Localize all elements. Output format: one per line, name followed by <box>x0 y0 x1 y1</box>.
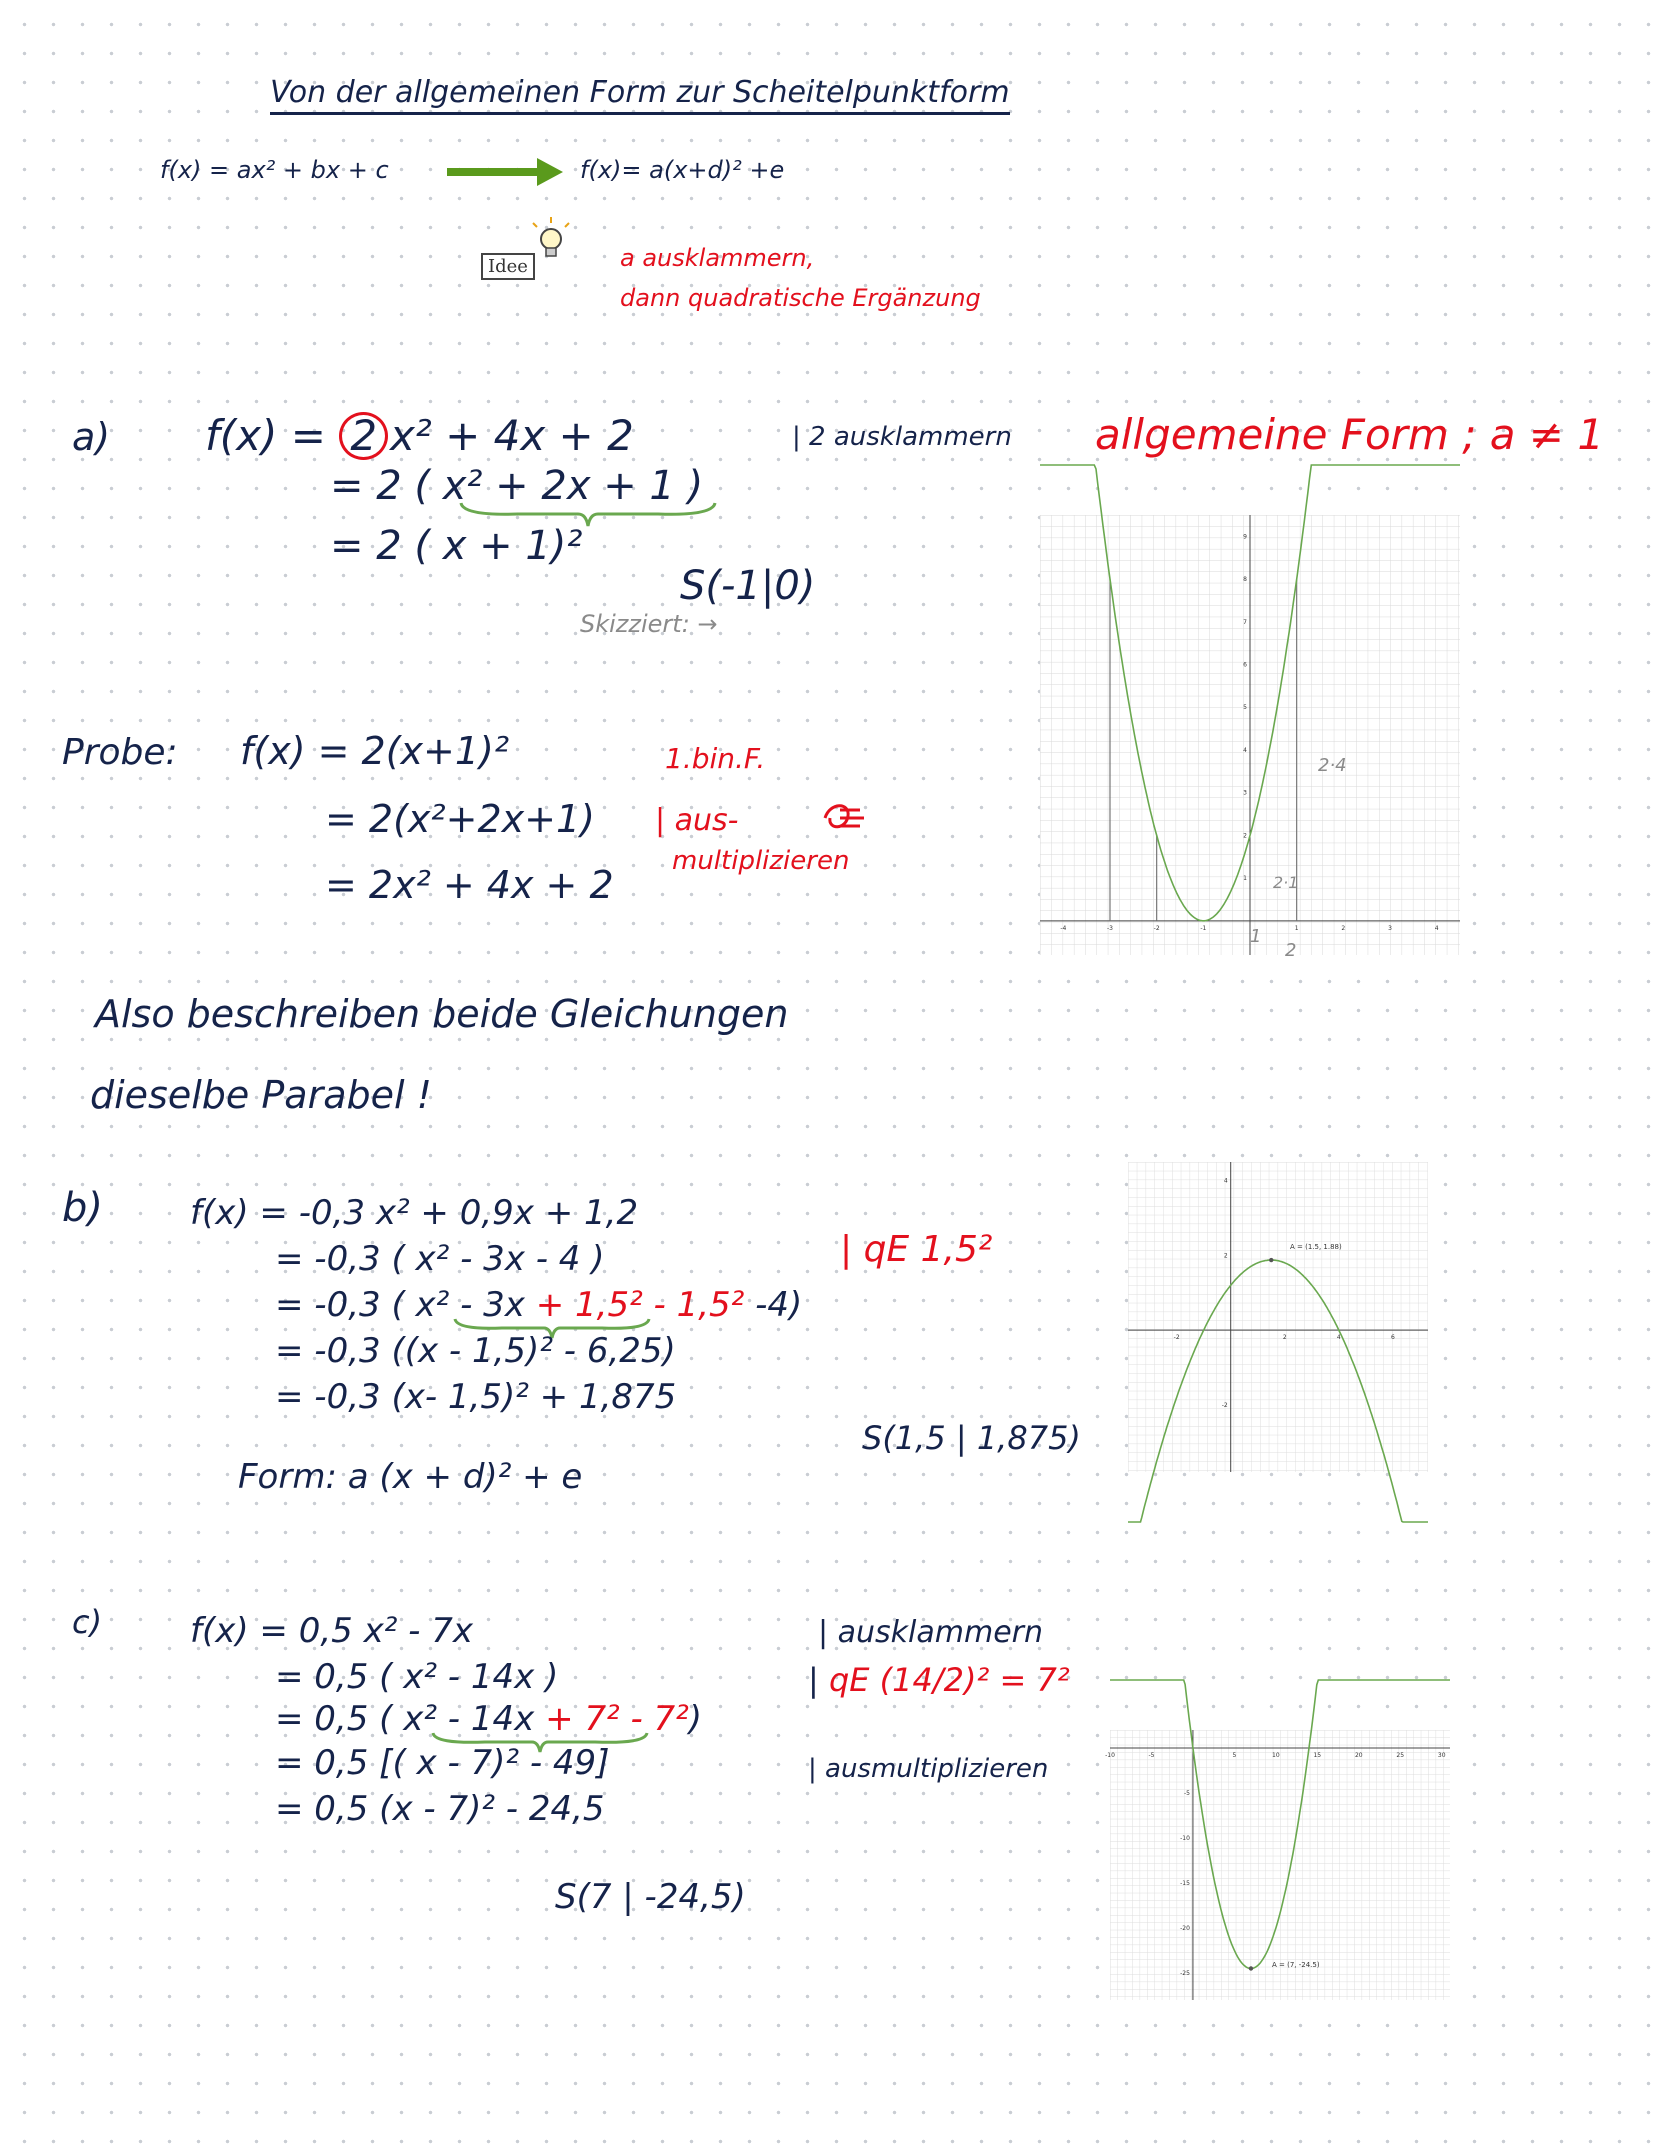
probe-red-2: | aus- <box>655 803 739 838</box>
graph-a-x-tick-label: -4 <box>1060 924 1067 932</box>
graph-c-x-tick-label: 30 <box>1437 1752 1446 1759</box>
idea-label: Idee <box>481 253 535 280</box>
graph-a-x-tick-label: 2 <box>1341 924 1346 932</box>
part-a-line-3: = 2 ( x + 1)² <box>330 523 583 569</box>
probe-red-3: multiplizieren <box>672 846 850 876</box>
part-b-line-3: = -0,3 ( x² - 3x + 1,5² - 1,5² -4) <box>275 1285 803 1325</box>
circled-coefficient: 2 <box>339 412 388 460</box>
part-c-line-5: = 0,5 (x - 7)² - 24,5 <box>275 1789 605 1829</box>
general-form: f(x) = ax² + bx + c <box>160 156 389 184</box>
part-b-line-2: = -0,3 ( x² - 3x - 4 ) <box>275 1239 605 1279</box>
graph-b-point-label: A = (1.5, 1.88) <box>1290 1243 1342 1251</box>
part-a-vertex: S(-1|0) <box>680 563 816 609</box>
graph-c-y-tick-label: -5 <box>1183 1790 1190 1797</box>
part-c-note-2: | qE (14/2)² = 7² <box>808 1661 1070 1699</box>
graph-a-x-tick-label: -2 <box>1153 924 1160 932</box>
graph-a-y-tick-label: 2 <box>1243 832 1247 840</box>
graph-b-vertex-point <box>1269 1258 1273 1262</box>
part-b-line-4: = -0,3 ((x - 1,5)² - 6,25) <box>275 1331 676 1371</box>
graph-b-y-tick-label: 4 <box>1223 1177 1228 1185</box>
part-b-line-5: = -0,3 (x- 1,5)² + 1,875 <box>275 1377 677 1417</box>
part-a-line-2: = 2 ( x² + 2x + 1 ) <box>330 463 704 509</box>
part-b-line-1: f(x) = -0,3 x² + 0,9x + 1,2 <box>190 1193 639 1233</box>
graph-b-y-tick-label: 2 <box>1223 1252 1228 1260</box>
part-a-line-1: f(x) = 2 x² + 4x + 2 <box>205 411 634 460</box>
graph-c-x-tick-label: -10 <box>1105 1752 1115 1759</box>
part-a-red-note: allgemeine Form ; a ≠ 1 <box>1095 410 1605 459</box>
graph-a <box>1040 515 1460 955</box>
part-b-label: b) <box>62 1185 103 1231</box>
graph-b-x-tick-label: -2 <box>1173 1334 1180 1342</box>
graph-c-x-tick-label: 10 <box>1272 1752 1280 1759</box>
part-c-note-1: | ausklammern <box>818 1615 1044 1650</box>
idea-bulb-icon <box>481 241 567 285</box>
graph-c-y-tick-label: -15 <box>1180 1880 1190 1887</box>
graph-a-annot-2: 2 <box>1285 940 1297 961</box>
graph-c-y-tick-label: -20 <box>1180 1925 1190 1932</box>
vertex-form: f(x)= a(x+d)² +e <box>580 156 785 184</box>
graph-a-x-tick-label: -1 <box>1200 924 1207 932</box>
part-c-line-2: = 0,5 ( x² - 14x ) <box>275 1657 559 1697</box>
probe-red-1: 1.bin.F. <box>665 742 766 775</box>
part-b-red-note: | qE 1,5² <box>840 1229 993 1270</box>
part-a-label: a) <box>72 415 111 459</box>
conclusion-1: Also beschreiben beide Gleichungen <box>95 992 789 1036</box>
graph-c-x-tick-label: 15 <box>1313 1752 1322 1759</box>
conclusion-2: dieselbe Parabel ! <box>90 1073 432 1117</box>
part-c-line-3: = 0,5 ( x² - 14x + 7² - 7²) <box>275 1699 703 1739</box>
part-c-line-4: = 0,5 [( x - 7)² - 49] <box>275 1743 610 1783</box>
part-c-label: c) <box>72 1603 103 1641</box>
graph-a-y-tick-label: 8 <box>1243 576 1247 584</box>
part-b-vertex: S(1,5 | 1,875) <box>862 1419 1081 1457</box>
scribble-icon <box>820 800 870 836</box>
graph-b-x-tick-label: 4 <box>1336 1334 1341 1342</box>
probe-line-3: = 2x² + 4x + 2 <box>325 863 614 907</box>
part-a-sketch-note: Skizziert: → <box>580 610 718 638</box>
part-c-line-1: f(x) = 0,5 x² - 7x <box>190 1611 473 1651</box>
graph-a-x-tick-label: 3 <box>1388 924 1392 932</box>
graph-b-x-tick-label: 6 <box>1390 1334 1395 1342</box>
graph-a-x-tick-label: 4 <box>1434 924 1439 932</box>
graph-c-y-tick-label: -25 <box>1180 1970 1190 1977</box>
graph-c-x-tick-label: 20 <box>1354 1752 1363 1759</box>
graph-a-annot-1: 1 <box>1250 926 1262 947</box>
graph-a-y-tick-label: 7 <box>1243 618 1247 626</box>
part-b-form: Form: a (x + d)² + e <box>238 1457 583 1497</box>
probe-line-1: f(x) = 2(x+1)² <box>240 729 510 773</box>
graph-a-x-tick-label: -3 <box>1107 924 1113 932</box>
probe-line-2: = 2(x²+2x+1) <box>325 797 595 841</box>
graph-c-y-tick-label: -10 <box>1180 1835 1190 1842</box>
graph-b <box>1128 1162 1428 1472</box>
graph-a-y-tick-label: 9 <box>1243 533 1247 541</box>
graph-a-y-tick-label: 4 <box>1243 746 1247 754</box>
graph-c-x-tick-label: 5 <box>1232 1752 1237 1759</box>
probe-label: Probe: <box>62 732 178 773</box>
graph-a-annot-21: 2·1 <box>1273 873 1299 892</box>
graph-a-y-tick-label: 1 <box>1243 875 1247 883</box>
graph-c <box>1105 1730 1450 2000</box>
graph-a-y-tick-label: 6 <box>1243 661 1247 669</box>
part-c-vertex: S(7 | -24,5) <box>555 1877 746 1917</box>
graph-c-vertex-point <box>1249 1966 1253 1970</box>
graph-b-y-tick-label: -2 <box>1221 1401 1228 1409</box>
idea-line-2: dann quadratische Ergänzung <box>620 284 981 312</box>
graph-b-x-tick-label: 2 <box>1282 1334 1287 1342</box>
graph-a-annot-24: 2·4 <box>1318 755 1347 776</box>
part-c-note-3: | ausmultiplizieren <box>808 1754 1049 1784</box>
graph-a-x-tick-label: 1 <box>1294 924 1299 932</box>
part-a-step-note: | 2 ausklammern <box>792 422 1012 452</box>
graph-c-x-tick-label: -5 <box>1148 1752 1155 1759</box>
idea-line-1: a ausklammern, <box>620 244 815 272</box>
graph-c-x-tick-label: 25 <box>1396 1752 1405 1759</box>
page-title: Von der allgemeinen Form zur Scheitelpunktform <box>270 78 1010 115</box>
arrow-right-icon <box>445 154 565 190</box>
graph-a-y-tick-label: 3 <box>1243 789 1247 797</box>
graph-c-point-label: A = (7, -24.5) <box>1272 1961 1320 1969</box>
graph-a-y-tick-label: 5 <box>1243 704 1247 712</box>
